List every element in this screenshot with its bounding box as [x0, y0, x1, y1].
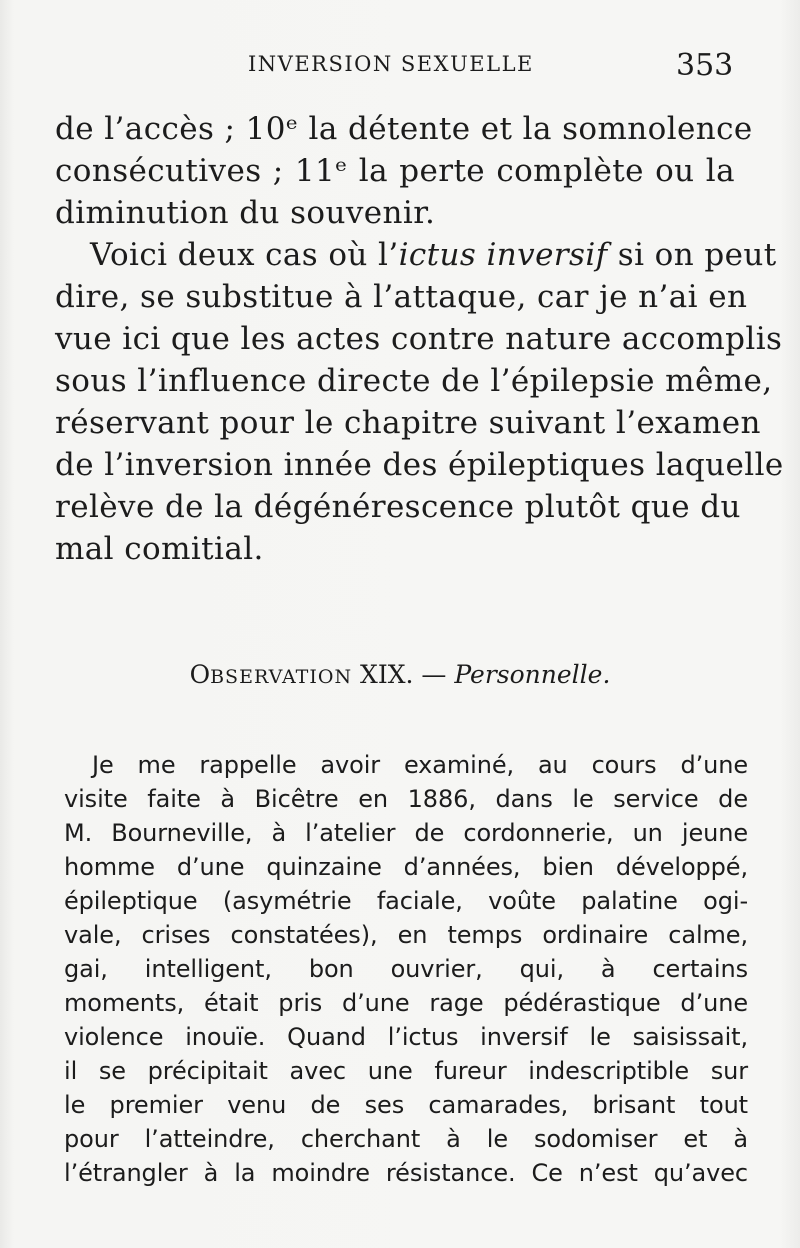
text-run: si on peut: [607, 237, 777, 273]
observation-heading: [0, 660, 800, 689]
text-line: vale, crises constatées), en temps ordinaire calme,: [64, 921, 748, 949]
running-title: INVERSION SEXUELLE: [248, 52, 534, 76]
text-line: pour l’atteindre, cherchant à le sodomiser et à: [64, 1125, 748, 1153]
text-line: consécutives ; 11ᵉ la perte complète ou la: [55, 153, 735, 189]
text-line: le premier venu de ses camarades, brisant tout: [64, 1091, 748, 1119]
text-line: Je me rappelle avoir examiné, au cours d’une: [92, 751, 748, 779]
text-run: Voici deux cas où l’: [90, 237, 399, 273]
heading-smallcaps: BSERVATION: [210, 666, 353, 688]
text-line: sous l’influence directe de l’épilepsie même,: [55, 363, 773, 399]
text-line: vue ici que les actes contre nature accomplis: [55, 321, 783, 357]
text-line: dire, se substitue à l’attaque, car je n’ai en: [55, 279, 748, 315]
text-line: violence inouïe. Quand l’ictus inversif le saisissait,: [64, 1023, 748, 1051]
text-line: de l’inversion innée des épileptiques laquelle: [55, 447, 784, 483]
text-line: gai, intelligent, bon ouvrier, qui, à certains: [64, 955, 748, 983]
heading-number: XIX. —: [352, 660, 455, 689]
italic-term: ictus inversif: [398, 237, 608, 273]
text-line: relève de la dégénérescence plutôt que du: [55, 489, 741, 525]
text-line: épileptique (asymétrie faciale, voûte palatine ogi-: [64, 887, 748, 915]
page-number: 353: [676, 48, 734, 83]
text-line: mal comitial.: [55, 531, 264, 567]
text-line: homme d’une quinzaine d’années, bien développé,: [64, 853, 748, 881]
text-line: [90, 234, 777, 276]
text-line: diminution du souvenir.: [55, 195, 436, 231]
running-head: [0, 48, 800, 82]
text-line: réservant pour le chapitre suivant l’examen: [55, 405, 761, 441]
heading-initial: O: [189, 660, 211, 689]
text-line: M. Bourneville, à l’atelier de cordonnerie, un jeune: [64, 819, 748, 847]
text-line: de l’accès ; 10ᵉ la détente et la somnolence: [55, 111, 753, 147]
heading-italic: Personnelle.: [454, 660, 611, 689]
text-line: moments, était pris d’une rage pédérastique d’une: [64, 989, 748, 1017]
text-line: visite faite à Bicêtre en 1886, dans le service de: [64, 785, 748, 813]
text-line: l’étrangler à la moindre résistance. Ce n’est qu’avec: [64, 1159, 748, 1187]
text-line: il se précipitait avec une fureur indescriptible sur: [64, 1057, 748, 1085]
